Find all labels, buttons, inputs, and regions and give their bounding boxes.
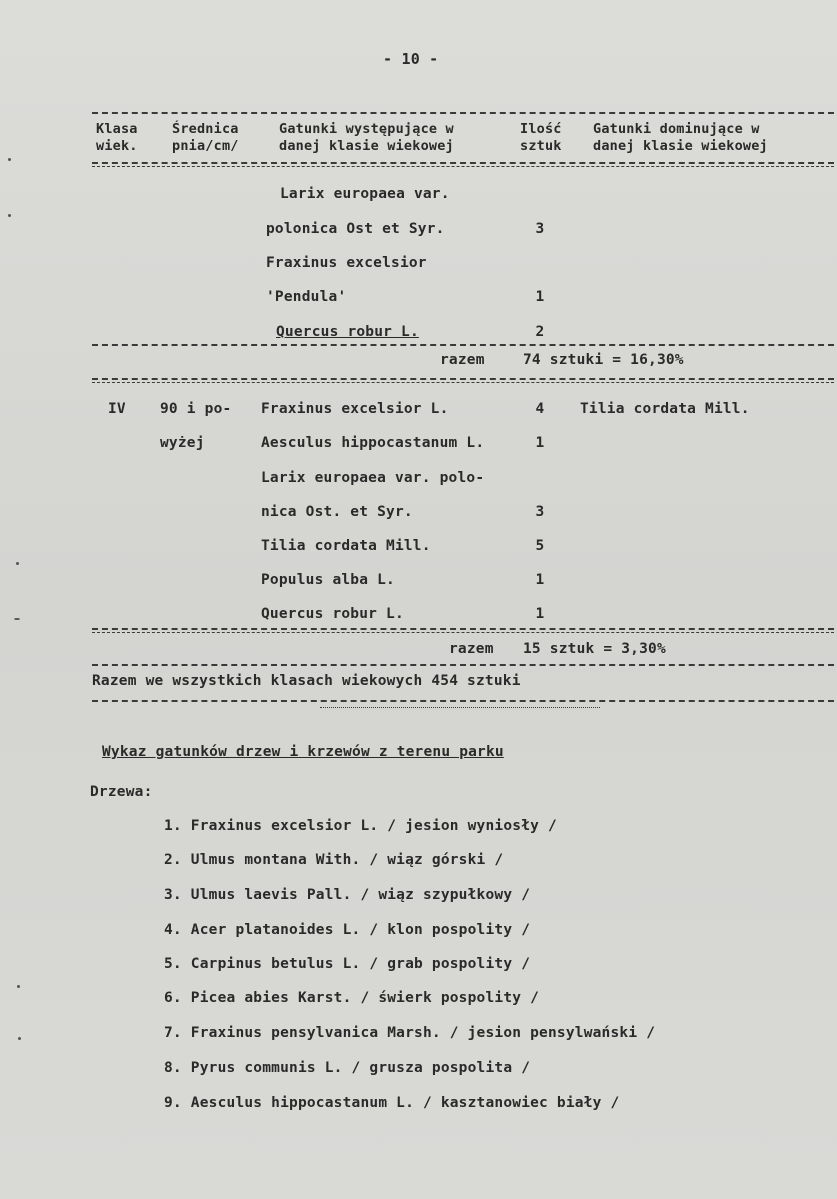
block1-count-5: 2 (535, 324, 545, 340)
header-bottom-rule (92, 162, 834, 164)
block2-diameter-line1: 90 i po- (160, 401, 232, 417)
margin-speck (8, 158, 11, 161)
block2-diameter-line2: wyżej (160, 435, 205, 451)
tree-item-8: 8. Pyrus communis L. / grusza pospolita / (164, 1060, 531, 1076)
header-dominant-line1: Gatunki dominujące w (593, 121, 760, 137)
block1-count-2: 3 (535, 221, 545, 237)
header-class-line2: wiek. (96, 138, 138, 154)
block1-total-rule-bottom (92, 378, 834, 380)
block2-total-label: razem (449, 641, 494, 657)
block1-total-rule-top (92, 344, 834, 346)
block2-total-rule-bottom (92, 664, 834, 666)
block2-class: IV (108, 401, 126, 417)
tree-item-6: 6. Picea abies Karst. / świerk pospolity / (164, 990, 540, 1006)
block1-species-2: polonica Ost et Syr. (266, 221, 445, 237)
header-count-line1: Ilość (520, 121, 562, 137)
block2-count-2: 1 (535, 435, 545, 451)
tree-item-4: 4. Acer platanoides L. / klon pospolity / (164, 922, 531, 938)
block2-species-2: Aesculus hippocastanum L. (261, 435, 485, 451)
trees-label: Drzewa: (90, 784, 153, 800)
tree-item-7: 7. Fraxinus pensylvanica Marsh. / jesion pensylwański / (164, 1025, 656, 1041)
grand-total-double-rule (320, 707, 600, 708)
table-top-rule (92, 112, 834, 114)
block2-count-1: 4 (535, 401, 545, 417)
block2-count-5: 5 (535, 538, 545, 554)
header-dominant-line2: danej klasie wiekowej (593, 138, 768, 154)
tree-item-9: 9. Aesculus hippocastanum L. / kasztanowiec biały / (164, 1095, 620, 1111)
block2-count-6: 1 (535, 572, 545, 588)
block1-species-1: Larix europaea var. (280, 186, 450, 202)
page-number: - 10 - (383, 50, 439, 68)
block2-count-7: 1 (535, 606, 545, 622)
block1-total-value: 74 sztuki = 16,30% (523, 352, 684, 368)
block2-count-4: 3 (535, 504, 545, 520)
header-count-line2: sztuk (520, 138, 562, 154)
header-species-line1: Gatunki występujące w (279, 121, 454, 137)
header-species-line2: danej klasie wiekowej (279, 138, 454, 154)
block2-species-4: nica Ost. et Syr. (261, 504, 413, 520)
header-class-line1: Klasa (96, 121, 138, 137)
tree-item-5: 5. Carpinus betulus L. / grab pospolity / (164, 956, 531, 972)
tree-item-3: 3. Ulmus laevis Pall. / wiąz szypułkowy / (164, 887, 531, 903)
margin-speck (17, 985, 20, 988)
block2-species-5: Tilia cordata Mill. (261, 538, 431, 554)
tree-item-2: 2. Ulmus montana With. / wiąz górski / (164, 852, 504, 868)
block2-species-7: Quercus robur L. (261, 606, 404, 622)
tree-item-1: 1. Fraxinus excelsior L. / jesion wyniosły / (164, 818, 557, 834)
block2-total-rule-top (92, 628, 834, 630)
margin-speck (18, 1037, 21, 1040)
grand-total: Razem we wszystkich klasach wiekowych 454 sztuki (92, 673, 521, 689)
block2-dominant: Tilia cordata Mill. (580, 401, 750, 417)
block2-species-3: Larix europaea var. polo- (261, 470, 485, 486)
header-diameter-line1: Średnica (172, 121, 239, 137)
block1-total-rule-bottom-2 (92, 382, 834, 383)
header-diameter-line2: pnia/cm/ (172, 138, 239, 154)
block2-total-value: 15 sztuk = 3,30% (523, 641, 666, 657)
list-title: Wykaz gatunków drzew i krzewów z terenu parku (102, 744, 504, 760)
margin-speck (8, 214, 11, 217)
header-bottom-rule-2 (92, 166, 834, 167)
grand-total-rule (92, 700, 834, 702)
block1-species-4: 'Pendula' (266, 289, 347, 305)
margin-speck (14, 618, 20, 620)
block1-species-5: Quercus robur L. (276, 324, 419, 340)
block1-species-3: Fraxinus excelsior (266, 255, 427, 271)
margin-speck (16, 562, 19, 565)
block2-total-rule-top-2 (92, 632, 834, 633)
block1-total-label: razem (440, 352, 485, 368)
block1-count-4: 1 (535, 289, 545, 305)
block2-species-1: Fraxinus excelsior L. (261, 401, 449, 417)
block2-species-6: Populus alba L. (261, 572, 395, 588)
